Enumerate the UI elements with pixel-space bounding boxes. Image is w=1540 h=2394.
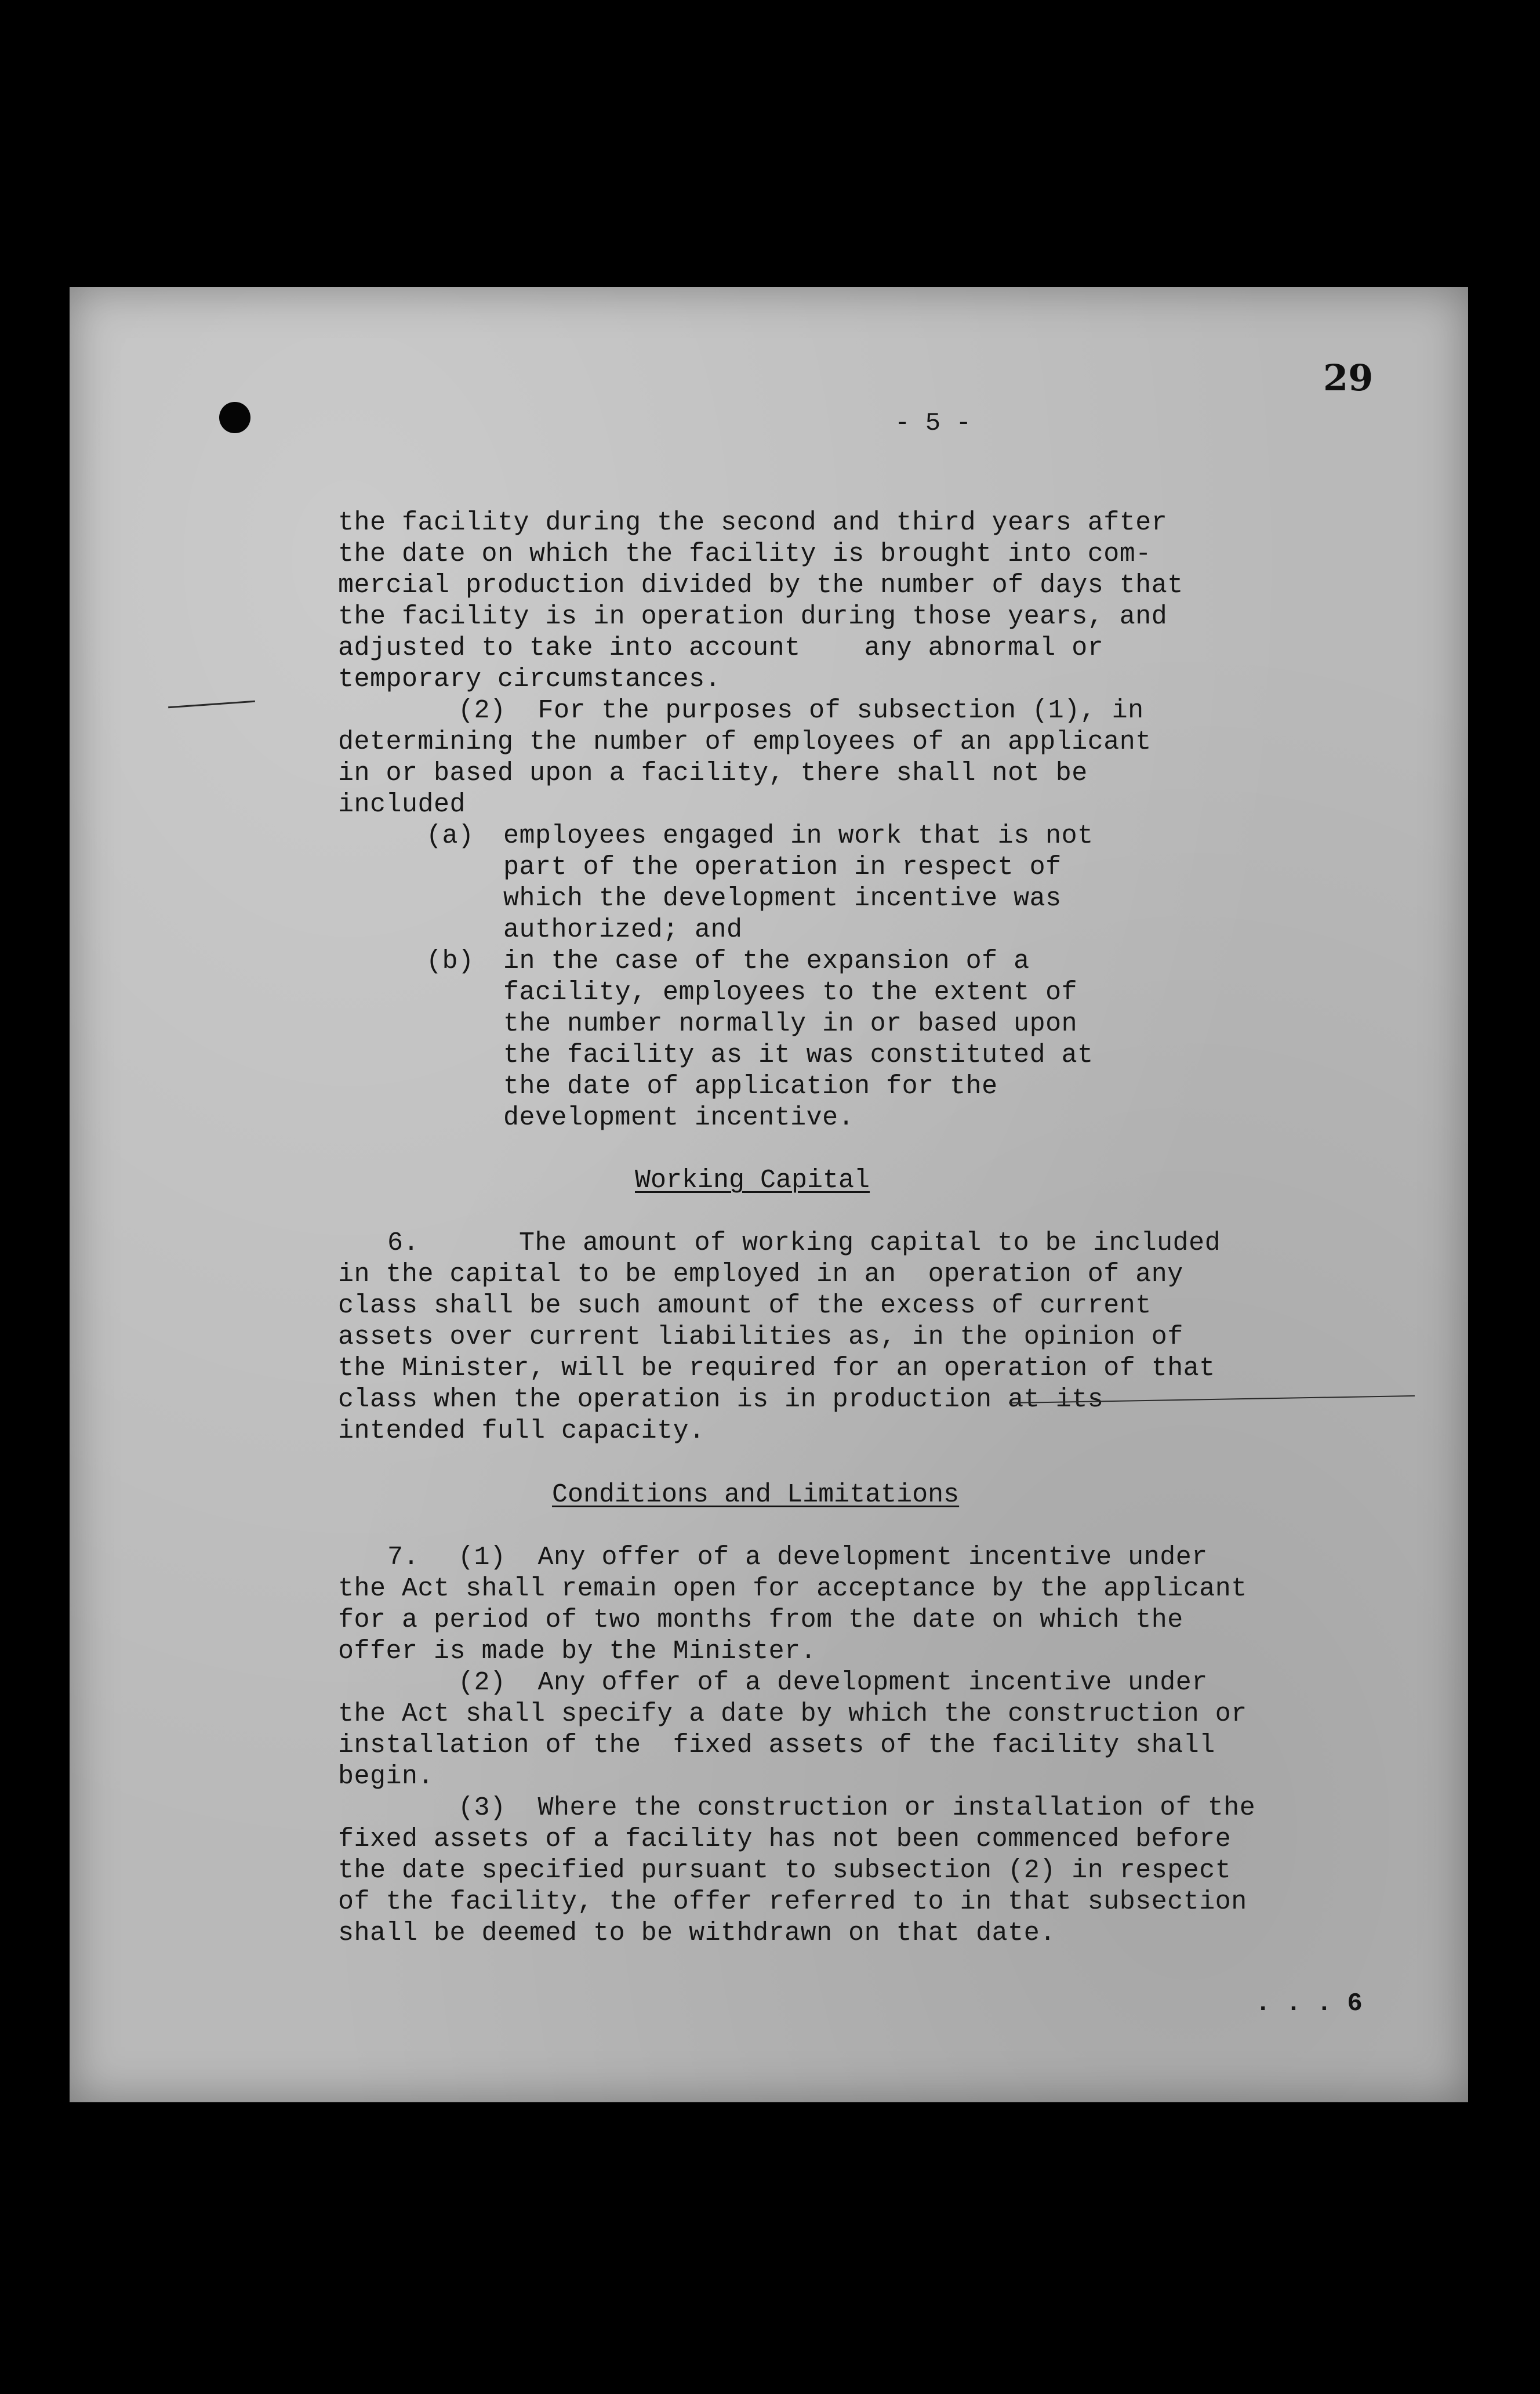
paragraph-line: for a period of two months from the date on which the: [338, 1605, 1183, 1635]
list-item-line: facility, employees to the extent of: [503, 978, 1078, 1007]
paragraph-line: (3) Where the construction or installation of the: [458, 1793, 1256, 1823]
list-item-line: in the case of the expansion of a: [503, 946, 1030, 976]
paragraph-line: assets over current liabilities as, in the opinion of: [338, 1322, 1183, 1352]
margin-scratch-mark: [168, 701, 255, 708]
paragraph-line: class shall be such amount of the excess of current: [338, 1291, 1152, 1321]
section-number: 7.: [387, 1543, 420, 1572]
paragraph-line: The amount of working capital to be included: [519, 1228, 1221, 1258]
page-stamp-number: 29: [1323, 357, 1374, 399]
paragraph-line: adjusted to take into account any abnormal or: [338, 633, 1104, 663]
paragraph-line: installation of the fixed assets of the facility shall: [338, 1731, 1215, 1760]
list-item-line: part of the operation in respect of: [503, 853, 1062, 882]
page-number: - 5 -: [894, 409, 971, 438]
paragraph-line: the date on which the facility is brought into com-: [338, 539, 1152, 569]
section-heading-working-capital: Working Capital: [635, 1166, 870, 1195]
paragraph-line: the date specified pursuant to subsection (2) in respect: [338, 1856, 1232, 1885]
section-number: 6.: [387, 1228, 420, 1258]
paragraph-line: (1) Any offer of a development incentive under: [458, 1543, 1208, 1572]
list-item-line: the date of application for the: [503, 1072, 998, 1101]
paragraph-line: class when the operation is in production at its: [338, 1385, 1104, 1414]
list-item-line: authorized; and: [503, 915, 743, 945]
list-item-line: employees engaged in work that is not: [503, 821, 1094, 851]
subsection-line: in or based upon a facility, there shall not be: [338, 759, 1088, 788]
list-item-line: the facility as it was constituted at: [503, 1040, 1094, 1070]
paragraph-line: of the facility, the offer referred to in that subsection: [338, 1887, 1247, 1917]
paragraph-line: intended full capacity.: [338, 1416, 705, 1446]
list-item-line: the number normally in or based upon: [503, 1009, 1078, 1039]
paragraph-line: the Act shall remain open for acceptance by the applicant: [338, 1574, 1247, 1604]
subsection-line: (2) For the purposes of subsection (1), in: [458, 696, 1144, 726]
section-heading-conditions-limitations: Conditions and Limitations: [552, 1480, 960, 1510]
paragraph-line: begin.: [338, 1762, 434, 1791]
list-item-line: which the development incentive was: [503, 884, 1062, 913]
paragraph-line: the facility during the second and third years after: [338, 508, 1168, 538]
list-item-label: (b): [426, 946, 474, 976]
paragraph-line: fixed assets of a facility has not been commenced before: [338, 1824, 1232, 1854]
paragraph-line: shall be deemed to be withdrawn on that date.: [338, 1918, 1056, 1948]
document-page: [70, 287, 1468, 2102]
paragraph-line: offer is made by the Minister.: [338, 1637, 817, 1666]
list-item-label: (a): [426, 821, 474, 851]
paragraph-line: the Minister, will be required for an operation of that: [338, 1354, 1215, 1383]
paragraph-line: in the capital to be employed in an operation of any: [338, 1260, 1183, 1289]
paragraph-line: (2) Any offer of a development incentive under: [458, 1668, 1208, 1697]
subsection-line: determining the number of employees of an applicant: [338, 727, 1152, 757]
paragraph-line: mercial production divided by the number of days that: [338, 571, 1183, 600]
continuation-marker: . . . 6: [1255, 1989, 1363, 2018]
paragraph-line: the Act shall specify a date by which the construction or: [338, 1699, 1247, 1729]
paragraph-line: temporary circumstances.: [338, 665, 721, 694]
list-item-line: development incentive.: [503, 1103, 855, 1133]
paragraph-line: the facility is in operation during those years, and: [338, 602, 1168, 632]
subsection-line: included: [338, 790, 466, 819]
